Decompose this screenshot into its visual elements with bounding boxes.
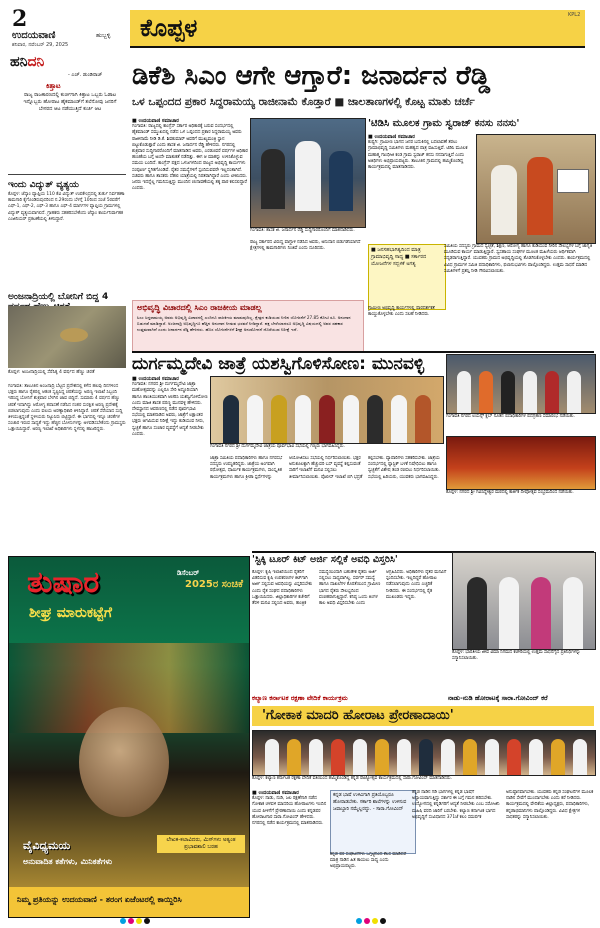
lead-story-continued: ರಾಜ್ಯ ಸರ್ಕಾರದ ವಿರುದ್ಧ ವಾಗ್ದಾಳಿ ನಡೆಸಿದ ಅವರು, ಅನುದಾನ ಬಿಡುಗಡೆಯಾಗದೆ ಕ್ಷೇತ್ರಗಳಲ್ಲಿ ಕಾಮಗಾರಿಗಳು ನಿಂತಿವೆ ಎಂದು ದೂರಿದರು.: [250, 240, 361, 252]
cm-sidebar-box: [132, 300, 364, 352]
ad-contents: ಅನುವಾದಿತ ಕತೆಗಳು, ಮಿನಿಕತೆಗಳು: [23, 857, 113, 866]
honey-author: - ಎಚ್. ಡುಂಡಿರಾಜ್: [68, 72, 103, 78]
ad-variety: ವೈವಿಧ್ಯಮಯ: [23, 839, 71, 852]
masthead: [8, 8, 592, 46]
tushara-advertisement: [8, 556, 250, 918]
cm-sidebar-title: ಅಭಿವೃದ್ಧಿ ವಿಚಾರದಲ್ಲಿ ಸಿಎಂ ರಾಜಕೀಯ ಮಾಡಲ್ಲ: [137, 303, 262, 312]
poem-title: ಕಿತ್ತಾಟ: [46, 82, 61, 90]
page-number: 2: [12, 6, 28, 32]
tdc-story-continued: ಸಮಿತಿಯ ಸದಸ್ಯರು ಗ್ರಾಮದ ಸ್ವಚ್ಛತೆ, ಶಿಕ್ಷಣ, ಆರೋಗ್ಯ ಹಾಗೂ ಕುಡಿಯುವ ನೀರಿನ ಸೌಲಭ್ಯಗಳ ಬಗ್ಗೆ ಜಾಗೃತಿ ಮೂಡಿಸುವ ಕಾರ್ಯ ಮಾಡುತ್ತಿದ್ದಾರೆ. ಸ್ವಸಹಾಯ ಸಂಘಗಳ ಮೂಲಕ ಮಹಿಳೆಯರು ಆರ್ಥಿಕವಾಗಿ ಸದೃಢರಾಗುತ್ತಿದ್ದಾರೆ. ಯುವಕರು ಗ್ರಾಮದ ಅಭಿವೃದ್ಧಿಯಲ್ಲಿ ತೊಡಗಿಸಿಕೊಳ್ಳಬೇಕು ಎಂದರು. ಕಾರ್ಯಕ್ರಮದಲ್ಲಿ ವಿವಿಧ ಗ್ರಾಮಗಳ ಸಮಿತಿ ಪದಾಧಿಕಾರಿಗಳು, ಫಲಾನುಭವಿಗಳು ಪಾಲ್ಗೊಂಡಿದ್ದರು. ಉತ್ತಮ ಸಾಧನೆ ಮಾಡಿದ ಸಮಿತಿಗಳಿಗೆ ಪ್ರಶಸ್ತಿ ನೀಡಿ ಗೌರವಿಸಲಾಯಿತು.: [444, 244, 593, 274]
lead-subhead: ಒಳ ಒಪ್ಪಂದದ ಪ್ರಕಾರ ಸಿದ್ದರಾಮಯ್ಯ ರಾಜೀನಾಮೆ ಕೊಡ್ತಾರೆ ■ ಜಾಲತಾಣಗಳಲ್ಲಿ ಕೊಟ್ಟ ಮಾತು ಚರ್ಚೆ: [132, 96, 475, 108]
ad-editor-note: ಲೇಖಕ-ಕಲಾವಿದರು, ಮಿಸ್‌ಗಳು ಅತ್ಯಂತ ಪ್ರಭಾವಶಾಲಿ ಬರಹ: [157, 835, 245, 853]
gokak-kicker-1: ಕಲ್ಯಾಣ ಕರ್ನಾಟಕ ರಕ್ಷಣಾ ವೇದಿಕೆ ಕಾರ್ಯಕ್ರಮ: [252, 694, 348, 702]
gokak-story-body: [252, 790, 328, 910]
gokak-quote-box: ಕನ್ನಡ ಭಾಷೆ ಉಳಿವಿಗಾಗಿ ಪ್ರತಿಯೊಬ್ಬರೂ ಹೋರಾಡಬೇಕು. ಸರ್ಕಾರಿ ಶಾಲೆಗಳನ್ನು ಉಳಿಸುವ ಜವಾಬ್ದಾರಿ ನಮ್ಮೆಲ್ಲರದ್ದು. - ಸಾರಾ.ಗೋವಿಂದ್: [330, 790, 416, 854]
lead-subhead-a: ಒಳ ಒಪ್ಪಂದದ ಪ್ರಕಾರ ಸಿದ್ದರಾಮಯ್ಯ ರಾಜೀನಾಮೆ ಕೊಡ್ತಾರೆ: [132, 96, 331, 108]
durga-story-continued: ಜಾತ್ರಾ ಸಮಿತಿಯ ಪದಾಧಿಕಾರಿಗಳು ಹಾಗೂ ನಗರಸಭೆ ಸದಸ್ಯರು ಉಪಸ್ಥಿತರಿದ್ದರು. ಜಾತ್ರೆಯ ಅಂಗವಾಗಿ ರಥೋತ್ಸವ, ಧಾರ್ಮಿಕ ಕಾರ್ಯಕ್ರಮಗಳು, ಸಾಂಸ್ಕೃತಿಕ ಕಾರ್ಯಕ್ರಮಗಳು ಹಾಗೂ ಕ್ರೀಡಾ ಸ್ಪರ್ಧೆಗಳನ್ನು ಆಯೋಜಿಸಲು ಸಭೆಯಲ್ಲಿ ನಿರ್ಧರಿಸಲಾಯಿತು. ಭಕ್ತರ ಅನುಕೂಲಕ್ಕಾಗಿ ಹೆಚ್ಚುವರಿ ಬಸ್ ವ್ಯವಸ್ಥೆ ಕಲ್ಪಿಸುವಂತೆ ಸಾರಿಗೆ ಇಲಾಖೆಗೆ ಮನವಿ ಸಲ್ಲಿಸಲು ತೀರ್ಮಾನಿಸಲಾಯಿತು. ಪೊಲೀಸ್ ಇಲಾಖೆ ಬಿಗಿ ಭದ್ರತೆ ಕಲ್ಪಿಸಬೇಕು. ವ್ಯಾಪಾರಿಗಳು ಸಹಕರಿಸಬೇಕು. ಜಾತ್ರೆಯ ಸಂದರ್ಭದಲ್ಲಿ ಪ್ಲಾಸ್ಟಿಕ್ ಬಳಕೆ ನಿಷೇಧಿಸಲು ಹಾಗೂ ಸ್ವಚ್ಛತೆಗೆ ವಿಶೇಷ ತಂಡ ರಚಿಸಲು ನಿರ್ಧರಿಸಲಾಯಿತು. ಸಭೆಯಲ್ಲಿ ಹಿರಿಯರು, ಯುವಕರು ಭಾಗವಹಿಸಿದ್ದರು.: [210, 456, 441, 480]
honey-title-a: ಹನಿ: [10, 54, 28, 70]
ad-tagline: ಶೀಘ್ರ ಮಾರುಕಟ್ಟೆಗೆ: [29, 605, 112, 621]
lic-photo-caption: ಕೊಪ್ಪಳ: ಭಾರತೀಯ ಜೀವ ವಿಮಾ ನಿಗಮದ ಕಚೇರಿಯಲ್ಲಿ ಉತ್ತಮ ಸಾಧನೆಗೈದ ಪ್ರತಿನಿಧಿಗಳನ್ನು ಸನ್ಮಾನಿಸಲಾಯಿತು.: [452, 650, 581, 661]
lions-club-caption: ಗಂಗಾವತಿ ನಗರದ ಲಯನ್ಸ್ ಕ್ಲಬ್ ನೂತನ ಪದಾಧಿಕಾರಿಗಳ ಪದಗ್ರಹಣ ಸಮಾರಂಭ ನಡೆಯಿತು.: [446, 414, 575, 419]
ad-issue-year: 2025ರ ಸಂಚಿಕೆ: [185, 579, 243, 590]
tdc-photo: [476, 134, 596, 244]
lead-subhead-b: ಜಾಲತಾಣಗಳಲ್ಲಿ ಕೊಟ್ಟ ಮಾತು ಚರ್ಚೆ: [347, 96, 475, 108]
honey-title-b: ದನಿ: [27, 54, 45, 70]
ad-issue-month: ಡಿಸೆಂಬರ್: [177, 569, 200, 577]
tdc-headline: 'ಟಿಡಿಸಿ ಮೂಲಕ ಗ್ರಾಮ ಸ್ವರಾಜ್ ಕನಸು ನನಸು': [368, 118, 520, 129]
print-registration-marks: [0, 914, 600, 928]
poem-text: ರಾಜ್ಯ ರಾಜಕಾರಣದಲ್ಲಿ ಕುರ್ಚಿಗಾಗಿ ಕಿತ್ತಾಟ ಒಬ್ಬರು ಓಡಾಟ ಇನ್ನೊಬ್ಬರು ಹೋರಾಟ ಹೈಕಮಾಂಡ್‌ಗೆ ತಲೆನೋವು ಜನರಿಗೆ ಬೇಸರದ ಆಟ ನಡೆಯುತ್ತಿದೆ ಕುರ್ಚಿ ಆಟ: [23, 92, 117, 112]
durga-story-body: [132, 376, 208, 552]
deepotsava-photo: [446, 436, 596, 490]
ad-face-illustration: [79, 707, 169, 817]
tdc-story-body: [368, 134, 474, 242]
gokak-body-text: ಕೊಪ್ಪಳ: ನಾಡು, ನುಡಿ, ಜಲ ರಕ್ಷಣೆಗಾಗಿ ನಡೆದ ಗೋಕಾಕ ಚಳವಳಿ ಮಾದರಿಯ ಹೋರಾಟಗಳು ಇಂದಿನ ಯುವ ಪೀಳಿಗೆಗೆ ಪ್ರೇರಣಾದಾಯಿ ಎಂದು ಕನ್ನಡಪರ ಹೋರಾಟಗಾರ ಸಾರಾ.ಗೋವಿಂದ್ ಹೇಳಿದರು. ನಗರದಲ್ಲಿ ನಡೆದ ಕಾರ್ಯಕ್ರಮದಲ್ಲಿ ಮಾತನಾಡಿದರು.: [252, 796, 327, 827]
sticky-story-body: ಕೊಪ್ಪಳ: ಕೃಷಿ ಇಲಾಖೆಯಿಂದ ರೈತರಿಗೆ ವಿತರಿಸುವ ಕೃಷಿ ಉಪಕರಣಗಳ ಕಿಟ್‌ಗಾಗಿ ಅರ್ಜಿ ಸಲ್ಲಿಸುವ ಅವಧಿಯನ್ನು ವಿಸ್ತರಿಸಬೇಕು ಎಂದು ರೈತ ಸಂಘದ ಪದಾಧಿಕಾರಿಗಳು ಒತ್ತಾಯಿಸಿದರು. ಜಿಲ್ಲಾಧಿಕಾರಿಗಳ ಕಚೇರಿಗೆ ತೆರಳಿ ಮನವಿ ಸಲ್ಲಿಸಿದ ಅವರು, ತಾಂತ್ರಿಕ ಸಮಸ್ಯೆಯಿಂದಾಗಿ ಬಹುತೇಕ ರೈತರು ಅರ್ಜಿ ಸಲ್ಲಿಸಲು ಸಾಧ್ಯವಾಗಿಲ್ಲ. ಸರ್ವರ್ ಸಮಸ್ಯೆ ಹಾಗೂ ದಾಖಲೆಗಳ ಕೊರತೆಯಿಂದ ಗ್ರಾಮೀಣ ಭಾಗದ ರೈತರು ಸೌಲಭ್ಯದಿಂದ ವಂಚಿತರಾಗುತ್ತಿದ್ದಾರೆ. ಕನಿಷ್ಠ ಒಂದು ತಿಂಗಳ ಕಾಲ ಅವಧಿ ವಿಸ್ತರಿಸಬೇಕು ಎಂದು ಆಗ್ರಹಿಸಿದರು. ಅಧಿಕಾರಿಗಳು ರೈತರ ಮನವಿಗೆ ಸ್ಪಂದಿಸಬೇಕು. ಇಲ್ಲದಿದ್ದರೆ ಹೋರಾಟ ನಡೆಸಲಾಗುವುದು ಎಂದು ಎಚ್ಚರಿಕೆ ನೀಡಿದರು. ಈ ಸಂದರ್ಭದಲ್ಲಿ ರೈತ ಮುಖಂಡರು ಇದ್ದರು.: [252, 570, 447, 607]
ad-footer-band: [9, 887, 249, 917]
edition-name: ಹುಬ್ಬಳ್ಳಿ: [96, 32, 111, 39]
gokak-byline: ■ ಉದಯವಾಣಿ ಸಮಾಚಾರ: [252, 790, 299, 796]
leopard-headline: ಅಂಜನಾದ್ರಿಯಲ್ಲಿ ಬೋನಿಗೆ ಬಿದ್ದ 4: [8, 292, 109, 302]
reddy-photo-caption: ಗಂಗಾವತಿ: ಶಾಸಕ ಜಿ. ಜನಾರ್ದನ ರೆಡ್ಡಿ ಸುದ್ದಿಗಾರರೊಂದಿಗೆ ಮಾತನಾಡಿದರು.: [250, 228, 355, 233]
tdc-highlights: ■ ಜನಸಹಭಾಗಿತ್ವದಿಂದ ಮಾತ್ರ ಗ್ರಾಮಾಭಿವೃದ್ಧಿ ಸಾಧ್ಯ ■ ಸರ್ಕಾರದ ಯೋಜನೆಗಳ ಸದ್ಬಳಕೆ ಅಗತ್ಯ: [368, 244, 446, 310]
lions-club-photo: [446, 354, 596, 414]
tdc-byline: ■ ಉದಯವಾಣಿ ಸಮಾಚಾರ: [368, 134, 415, 140]
gokak-headline: 'ಗೋಕಾಕ ಮಾದರಿ ಹೋರಾಟ ಪ್ರೇರಣಾದಾಯಿ': [262, 708, 454, 723]
tdc-body-text: ಕುಷ್ಟಗಿ: ಗ್ರಾಮೀಣ ಭಾಗದ ಜನರ ಬದುಕಿನಲ್ಲಿ ಬದಲಾವಣೆ ತರಲು ಗ್ರಾಮಾಭಿವೃದ್ಧಿ ಸಮಿತಿಗಳು ಮಹತ್ವದ ಪಾತ್ರ ವಹಿಸುತ್ತಿವೆ. ಟಿಡಿಸಿ ಮೂಲಕ ಮಹಾತ್ಮ ಗಾಂಧೀಜಿ ಕಂಡ ಗ್ರಾಮ ಸ್ವರಾಜ್ ಕನಸು ನನಸಾಗುತ್ತಿದೆ ಎಂದು ಅತಿಥಿಗಳು ಅಭಿಪ್ರಾಯಪಟ್ಟರು. ತಾಲೂಕಿನ ಗ್ರಾಮದಲ್ಲಿ ಹಮ್ಮಿಕೊಂಡಿದ್ದ ಕಾರ್ಯಕ್ರಮದಲ್ಲಿ ಮಾತನಾಡಿದರು.: [368, 140, 468, 171]
durga-headline: ದುರ್ಗಮ್ಮದೇವಿ ಜಾತ್ರೆ ಯಶಸ್ವಿಗೊಳಿಸೋಣ: ಮುನವಳ್ಳಿ: [132, 354, 425, 374]
power-cut-headline: ಇಂದು ವಿದ್ಯುತ್ ವ್ಯತ್ಯಯ: [8, 180, 79, 190]
durga-photo-caption: ಗಂಗಾವತಿ ನಗರದ ಶ್ರೀ ದುರ್ಗಮ್ಮದೇವಿ ಜಾತ್ರೆಯ ಪೂರ್ವಭಾವಿ ಸಭೆಯಲ್ಲಿ ಗಣ್ಯರು ಭಾಗವಹಿಸಿದ್ದರು.: [210, 444, 345, 449]
leopard-caption: ಕೊಪ್ಪಳ: ಅಂಜನಾದ್ರಿಯಲ್ಲಿ ಸೆರೆಸಿಕ್ಕ 4 ವರ್ಷದ ಹೆಣ್ಣು ಚಿರತೆ: [8, 370, 95, 375]
honey-dani-box: [8, 52, 126, 175]
gokak-event-photo: [252, 730, 596, 776]
reddy-press-photo: [250, 118, 366, 228]
lead-byline: ■ ಉದಯವಾಣಿ ಸಮಾಚಾರ: [132, 118, 179, 124]
sticky-headline: 'ಸ್ಟಿಕ್ಕಿ ಟೂರ್ ಕಿಟ್ ಅರ್ಜಿ ಸಲ್ಲಿಕೆ ಅವಧಿ ವಿಸ್ತರಿಸಿ': [252, 554, 398, 565]
honey-dani-title: [10, 54, 44, 70]
gokak-photo-caption: ಕೊಪ್ಪಳ: ಕಲ್ಯಾಣ ಕರ್ನಾಟಕ ರಕ್ಷಣಾ ವೇದಿಕೆ ವತಿಯಿಂದ ಹಮ್ಮಿಕೊಂಡಿದ್ದ ಕನ್ನಡ ರಾಜ್ಯೋತ್ಸವ ಕಾರ್ಯಕ್ರಮದಲ್ಲಿ ಸಾರಾ.ಗೋವಿಂದ್ ಮಾತನಾಡಿದರು.: [252, 776, 452, 781]
tdc-story-end: ಗ್ರಾಮೀಣ ಅಭಿವೃದ್ಧಿ ಕಾರ್ಯಗಳಲ್ಲಿ ಪಾರದರ್ಶಕತೆ ಕಾಯ್ದುಕೊಳ್ಳಬೇಕು ಎಂದು ಸಲಹೆ ನೀಡಿದರು.: [368, 306, 435, 318]
page-code: KPL2: [568, 12, 581, 18]
lead-headline: ಡಿಕೆಶಿ ಸಿಎಂ ಆಗೇ ಆಗ್ತಾರೆ: ಜನಾರ್ದನ ರೆಡ್ಡಿ: [132, 61, 491, 91]
gokak-story-end: ಕನ್ನಡ ಪರ ಸಂಘಟನೆಗಳು ಒಗ್ಗಟ್ಟಿನಿಂದ ಕೆಲಸ ಮಾಡಿದರೆ ಮಾತ್ರ ನಾಡಿನ ಹಿತ ಕಾಯಲು ಸಾಧ್ಯ ಎಂದು ಅಭಿಪ್ರಾಯಪಟ್ಟರು.: [330, 852, 407, 870]
lead-body-text: ಗಂಗಾವತಿ: ರಾಜ್ಯದಲ್ಲಿ ಕಾಂಗ್ರೆಸ್ ಸರ್ಕಾರ ಅಧಿಕಾರಕ್ಕೆ ಬರುವ ಸಂದರ್ಭದಲ್ಲಿ ಹೈಕಮಾಂಡ್ ಸಮ್ಮುಖದಲ್ಲಿ ನಡೆದ ಒಳ ಒಪ್ಪಂದದ ಪ್ರಕಾರ ಸಿದ್ದರಾಮಯ್ಯ ಅವರು ರಾಜೀನಾಮೆ ನೀಡಿ ಡಿ.ಕೆ. ಶಿವಕುಮಾರ್ ಅವರಿಗೆ ಮುಖ್ಯಮಂತ್ರಿ ಸ್ಥಾನ ಬಿಟ್ಟುಕೊಡುತ್ತಾರೆ ಎಂದು ಶಾಸಕ ಜಿ. ಜನಾರ್ದನ ರೆಡ್ಡಿ ಹೇಳಿದರು. ನಗರದಲ್ಲಿ ಶುಕ್ರವಾರ ಸುದ್ದಿಗಾರರೊಂದಿಗೆ ಮಾತನಾಡಿದ ಅವರು, ಎರಡೂವರೆ ವರ್ಷಗಳ ಅಧಿಕಾರ ಹಂಚಿಕೆಯ ಬಗ್ಗೆ ಅಂದೇ ಮಾತುಕತೆ ನಡೆದಿತ್ತು. ಈಗ ಆ ಮಾತನ್ನು ಉಳಿಸಿಕೊಳ್ಳುವ ಸಮಯ ಬಂದಿದೆ. ಕಾಂಗ್ರೆಸ್ ಪಕ್ಷದ ಒಳಜಗಳದಿಂದ ರಾಜ್ಯದ ಅಭಿವೃದ್ಧಿ ಕಾರ್ಯಗಳು ಸಂಪೂರ್ಣ ಸ್ಥಗಿತಗೊಂಡಿವೆ. ರೈತರ ಸಮಸ್ಯೆಗಳಿಗೆ ಸ್ಪಂದಿಸುವವರೇ ಇಲ್ಲದಂತಾಗಿದೆ. ಸಚಿವರು ಹಾಗೂ ಶಾಸಕರು ದೆಹಲಿ ಯಾತ್ರೆಯಲ್ಲಿ ನಿರತರಾಗಿದ್ದಾರೆ ಎಂದು ಟೀಕಿಸಿದರು. ಜನರು ಇದನ್ನೆಲ್ಲ ಗಮನಿಸುತ್ತಿದ್ದು ಮುಂದಿನ ಚುನಾವಣೆಯಲ್ಲಿ ತಕ್ಕ ಪಾಠ ಕಲಿಸಲಿದ್ದಾರೆ ಎಂದರು.: [132, 124, 248, 192]
gokak-kickers: [252, 694, 594, 706]
paper-name: ಉದಯವಾಣಿ: [12, 30, 56, 41]
ad-title: ತುಷಾರ: [27, 565, 100, 600]
gokak-headline-band: [252, 706, 594, 726]
deepotsava-caption: ಕೊಪ್ಪಳ: ನಗರದ ಶ್ರೀ ಗವಿಸಿದ್ದೇಶ್ವರ ಮಠದಲ್ಲಿ ಕಾರ್ತಿಕ ದೀಪೋತ್ಸವ ಸಂಭ್ರಮದಿಂದ ನಡೆಯಿತು.: [446, 490, 574, 495]
gokak-story-continued: ಕನ್ನಡ ನಾಡಿನ ಗಡಿ ಭಾಗಗಳಲ್ಲಿ ಕನ್ನಡ ಭಾಷೆಗೆ ಅನ್ಯಾಯವಾಗುತ್ತಿದ್ದು ಸರ್ಕಾರ ಈ ಬಗ್ಗೆ ಗಮನ ಹರಿಸಬೇಕು. ಉದ್ಯೋಗದಲ್ಲಿ ಕನ್ನಡಿಗರಿಗೆ ಆದ್ಯತೆ ನೀಡಬೇಕು ಎಂಬ ಸರೋಜಿನಿ ಮಹಿಷಿ ವರದಿ ಜಾರಿಗೆ ಬರಬೇಕು. ಕಲ್ಯಾಣ ಕರ್ನಾಟಕ ಭಾಗದ ಅಭಿವೃದ್ಧಿಗೆ ಸಂವಿಧಾನದ 371ಜೆ ಕಲಂ ಸಮರ್ಪಕ ಅನುಷ್ಠಾನವಾಗಬೇಕು. ಯುವಕರು ಕನ್ನಡ ಸಂಘಟನೆಗಳ ಮೂಲಕ ನಾಡಿನ ಸೇವೆಗೆ ಮುಂದಾಗಬೇಕು ಎಂದು ಕರೆ ನೀಡಿದರು. ಕಾರ್ಯಕ್ರಮದಲ್ಲಿ ವೇದಿಕೆಯ ಜಿಲ್ಲಾಧ್ಯಕ್ಷರು, ಪದಾಧಿಕಾರಿಗಳು, ಕನ್ನಡಾಭಿಮಾನಿಗಳು ಪಾಲ್ಗೊಂಡಿದ್ದರು. ವಿವಿಧ ಕ್ಷೇತ್ರಗಳ ಸಾಧಕರನ್ನು ಸನ್ಮಾನಿಸಲಾಯಿತು.: [412, 790, 594, 820]
ad-footer-text: ನಿಮ್ಮ ಪ್ರತಿಯನ್ನು ಉದಯವಾಣಿ - ತರಂಗ ಏಜೆಂಟರಲ್ಲಿ ಕಾಯ್ದಿರಿಸಿ: [17, 895, 182, 904]
leopard-photo: [8, 306, 126, 368]
durga-byline: ■ ಉದಯವಾಣಿ ಸಮಾಚಾರ: [132, 376, 179, 382]
leopard-body: ಗಂಗಾವತಿ: ತಾಲೂಕಿನ ಅಂಜನಾದ್ರಿ ಬೆಟ್ಟದ ಪ್ರದೇಶದಲ್ಲಿ ಕಳೆದ ಹಲವು ದಿನಗಳಿಂದ ಭಕ್ತರು ಹಾಗೂ ರೈತರಲ್ಲಿ ಆತಂಕ ಸೃಷ್ಟಿಸಿದ್ದ ಚಿರತೆಯನ್ನು ಅರಣ್ಯ ಇಲಾಖೆ ಸಿಬ್ಬಂದಿ ಇರಿಸಿದ್ದ ಬೋನಿಗೆ ಶುಕ್ರವಾರ ಬೆಳಗಿನ ಜಾವ ಬಿದ್ದಿದೆ. ಸುಮಾರು 4 ವರ್ಷದ ಹೆಣ್ಣು ಚಿರತೆ ಇದಾಗಿದ್ದು ಆರೋಗ್ಯ ತಪಾಸಣೆ ನಡೆಸಿದ ನಂತರ ಸುರಕ್ಷಿತ ಅರಣ್ಯ ಪ್ರದೇಶಕ್ಕೆ ಬಿಡಲಾಗುವುದು ಎಂದು ವಲಯ ಅರಣ್ಯಾಧಿಕಾರಿ ತಿಳಿಸಿದ್ದಾರೆ. ಚಿರತೆ ಸೆರೆಯಾದ ಸುದ್ದಿ ತಿಳಿಯುತ್ತಿದ್ದಂತೆ ಸ್ಥಳೀಯರು ನಿಟ್ಟುಸಿರು ಬಿಟ್ಟಿದ್ದಾರೆ. ಈ ಭಾಗದಲ್ಲಿ ಇನ್ನೂ ಚಿರತೆಗಳ ಸಂಚಾರ ಇರುವ ಸಾಧ್ಯತೆ ಇದ್ದು ಹೆಚ್ಚಿನ ಬೋನುಗಳನ್ನು ಅಳವಡಿಸಬೇಕೆಂದು ಗ್ರಾಮಸ್ಥರು ಒತ್ತಾಯಿಸಿದ್ದಾರೆ. ಅರಣ್ಯ ಇಲಾಖೆ ಅಧಿಕಾರಿಗಳು ಸ್ಥಳದಲ್ಲಿ ಹಾಜರಿದ್ದರು.: [8, 384, 126, 433]
district-banner: [130, 10, 585, 48]
power-cut-body: ಕೊಪ್ಪಳ: ಜೆಸ್ಕಾಂ ವ್ಯಾಪ್ತಿಯ 110 ಕೆವಿ ವಿದ್ಯುತ್ ಉಪಕೇಂದ್ರದಲ್ಲಿ ತುರ್ತು ನಿರ್ವಹಣಾ ಕಾಮಗಾರಿ ಕೈಗೊಂಡಿರುವುದರಿಂದ ನ.29ರಂದು ಬೆಳಗ್ಗೆ 10ರಿಂದ ಸಂಜೆ 5ರವರೆಗೆ ಎಫ್-1, ಎಫ್-2, ಎಫ್-3 ಹಾಗೂ ಎಫ್-4 ಮಾರ್ಗಗಳ ವ್ಯಾಪ್ತಿಯ ಗ್ರಾಮಗಳಲ್ಲಿ ವಿದ್ಯುತ್ ವ್ಯತ್ಯಯವಾಗಲಿದೆ. ಗ್ರಾಹಕರು ಸಹಕರಿಸಬೇಕೆಂದು ಜೆಸ್ಕಾಂ ಕಾರ್ಯನಿರ್ವಾಹಕ ಎಂಜಿನಿಯರ್ ಪ್ರಕಟಣೆಯಲ್ಲಿ ತಿಳಿಸಿದ್ದಾರೆ.: [8, 192, 125, 222]
gokak-kicker-2: ನಾಡು-ನುಡಿ ಹೋರಾಟಕ್ಕೆ ಸಾರಾ.ಗೋವಿಂದ್ ಕರೆ: [448, 694, 548, 702]
lic-photo: [452, 552, 596, 650]
section-divider: [132, 351, 594, 353]
left-column: [8, 52, 126, 550]
durga-meeting-photo: [210, 376, 444, 444]
durga-body-text: ಗಂಗಾವತಿ: ನಗರದ ಶ್ರೀ ದುರ್ಗಮ್ಮದೇವಿ ಜಾತ್ರಾ ಮಹೋತ್ಸವವನ್ನು ಎಲ್ಲರೂ ಸೇರಿ ಅದ್ಧೂರಿಯಾಗಿ ಹಾಗೂ ಶಾಂತಿಯುತವಾಗಿ ಆಚರಿಸಿ ಯಶಸ್ವಿಗೊಳಿಸೋಣ ಎಂದು ಮಾಜಿ ಶಾಸಕ ಪರಣ್ಣ ಮುನವಳ್ಳಿ ಹೇಳಿದರು. ದೇವಸ್ಥಾನದ ಆವರಣದಲ್ಲಿ ನಡೆದ ಪೂರ್ವಭಾವಿ ಸಭೆಯಲ್ಲಿ ಮಾತನಾಡಿದ ಅವರು, ಜಾತ್ರೆಗೆ ಲಕ್ಷಾಂತರ ಭಕ್ತರು ಆಗಮಿಸುವ ನಿರೀಕ್ಷೆ ಇದ್ದು ಕುಡಿಯುವ ನೀರು, ಸ್ವಚ್ಛತೆ ಹಾಗೂ ಸಂಚಾರ ವ್ಯವಸ್ಥೆಗೆ ಆದ್ಯತೆ ನೀಡಬೇಕು ಎಂದರು.: [132, 382, 208, 437]
dateline: ಶನಿವಾರ, ನವೆಂಬರ್ 29, 2025: [12, 42, 69, 48]
cm-sidebar-body: ಸಿಎಂ ಸಿದ್ದರಾಮಯ್ಯ ಅವರು ಅಭಿವೃದ್ಧಿ ವಿಚಾರದಲ್ಲಿ ಎಂದಿಗೂ ರಾಜಕೀಯ ಮಾಡುವುದಿಲ್ಲ. ಕ್ಷೇತ್ರದ ಕುಡಿಯುವ ನೀರಿನ ಯೋಜನೆಗೆ 27.85 ಕೋಟಿ ರೂ. ಅನುದಾನ ಬಿಡುಗಡೆ ಮಾಡಿದ್ದಾರೆ. ಅಂಜನಾದ್ರಿ ಅಭಿವೃದ್ಧಿಗೂ ಹೆಚ್ಚಿನ ಅನುದಾನ ನೀಡುವ ಭರವಸೆ ನೀಡಿದ್ದಾರೆ. ಪಕ್ಷ ಬೇರೆಯಾದರೂ ಅಭಿವೃದ್ಧಿ ವಿಷಯದಲ್ಲಿ ಅವರ ಸಹಕಾರ ಉತ್ತಮವಾಗಿದೆ ಎಂದು ಜನಾರ್ದನ ರೆಡ್ಡಿ ಹೇಳಿದರು. ಹೊಸ ಯೋಜನೆಗಳಿಗೆ ಶೀಘ್ರ ಅನುಮೋದನೆ ದೊರೆಯುವ ನಿರೀಕ್ಷೆ ಇದೆ.: [137, 315, 351, 332]
district-name: ಕೊಪ್ಪಳ: [140, 14, 198, 42]
